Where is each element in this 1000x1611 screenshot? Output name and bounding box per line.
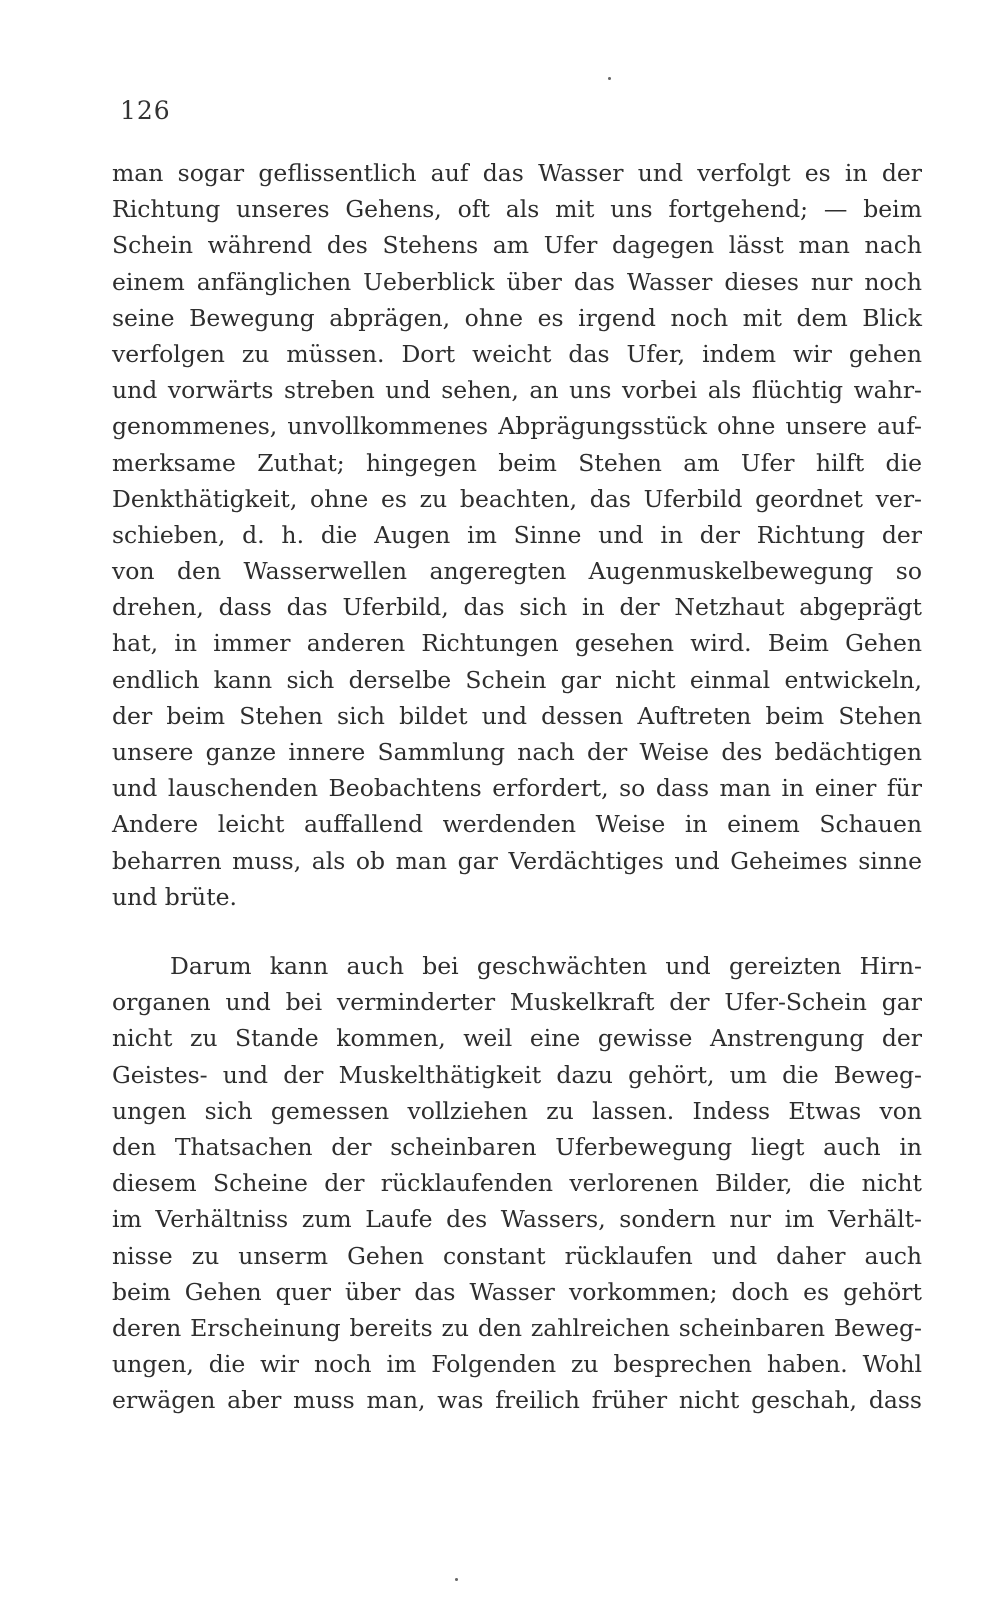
text-line: schieben, d. h. die Augen im Sinne und in der Richtung der — [112, 520, 922, 549]
text-line: nicht zu Stande kommen, weil eine gewisse Anstrengung der — [112, 1024, 922, 1053]
print-speck — [608, 77, 611, 80]
paragraph-1 — [112, 155, 922, 915]
text-line: der beim Stehen sich bildet und dessen Auftreten beim Stehen — [112, 701, 922, 730]
text-line: und vorwärts streben und sehen, an uns vorbei als flüchtig wahr- — [112, 376, 922, 405]
text-line: Andere leicht auffallend werdenden Weise in einem Schauen — [112, 810, 922, 839]
text-line: seine Bewegung abprägen, ohne es irgend noch mit dem Blick — [112, 303, 922, 332]
text-line: ungen, die wir noch im Folgenden zu besprechen haben. Wohl — [112, 1350, 922, 1379]
text-line: deren Erscheinung bereits zu den zahlreichen scheinbaren Beweg- — [112, 1313, 922, 1342]
text-line: einem anfänglichen Ueberblick über das Wasser dieses nur noch — [112, 267, 922, 296]
text-line: nisse zu unserm Gehen constant rücklaufen und daher auch — [112, 1241, 922, 1270]
text-line: ungen sich gemessen vollziehen zu lassen. Indess Etwas von — [112, 1096, 922, 1125]
text-line: und brüte. — [112, 882, 238, 911]
text-line: diesem Scheine der rücklaufenden verlorenen Bilder, die nicht — [112, 1169, 922, 1198]
page-number: 126 — [120, 96, 171, 125]
text-line: den Thatsachen der scheinbaren Uferbewegung liegt auch in — [112, 1132, 922, 1161]
text-line: erwägen aber muss man, was freilich früher nicht geschah, dass — [112, 1386, 922, 1415]
text-line: man sogar geflissentlich auf das Wasser und verfolgt es in der — [112, 159, 922, 187]
text-line: hat, in immer anderen Richtungen gesehen wird. Beim Gehen — [112, 629, 922, 658]
text-line: genommenes, unvollkommenes Abprägungsstück ohne unsere auf- — [112, 412, 922, 441]
print-speck — [455, 1578, 458, 1581]
text-line: Denkthätigkeit, ohne es zu beachten, das Uferbild geordnet ver- — [112, 484, 922, 513]
text-line: endlich kann sich derselbe Schein gar nicht einmal entwickeln, — [112, 665, 922, 694]
text-line: und lauschenden Beobachtens erfordert, so dass man in einer für — [112, 774, 922, 803]
text-line: beim Gehen quer über das Wasser vorkommen; doch es gehört — [112, 1277, 922, 1306]
text-line: drehen, dass das Uferbild, das sich in der Netzhaut abgeprägt — [112, 593, 922, 622]
text-line: beharren muss, als ob man gar Verdächtiges und Geheimes sinne — [112, 846, 922, 875]
text-line: Darum kann auch bei geschwächten und gereizten Hirn- — [170, 952, 922, 980]
text-line: unsere ganze innere Sammlung nach der Weise des bedächtigen — [112, 738, 922, 766]
text-line: merksame Zuthat; hingegen beim Stehen am Ufer hilft die — [112, 448, 922, 477]
text-line: von den Wasserwellen angeregten Augenmuskelbewegung so — [112, 557, 922, 586]
text-line: Schein während des Stehens am Ufer dagegen lässt man nach — [112, 231, 922, 260]
paragraph-2 — [112, 948, 922, 1418]
text-line: verfolgen zu müssen. Dort weicht das Ufer, indem wir gehen — [112, 339, 922, 368]
text-line: Geistes- und der Muskelthätigkeit dazu gehört, um die Beweg- — [112, 1060, 922, 1089]
text-line: im Verhältniss zum Laufe des Wassers, sondern nur im Verhält- — [112, 1205, 922, 1234]
text-line: Richtung unseres Gehens, oft als mit uns fortgehend; — beim — [112, 195, 922, 224]
text-line: organen und bei verminderter Muskelkraft der Ufer-Schein gar — [112, 988, 922, 1017]
